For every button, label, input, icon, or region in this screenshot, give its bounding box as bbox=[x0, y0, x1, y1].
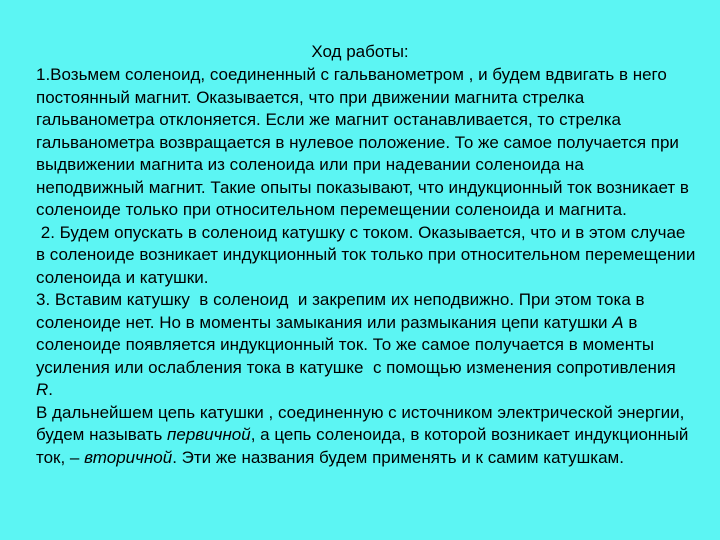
resistance-label-r: R bbox=[36, 380, 49, 399]
term-primary: первичной bbox=[167, 425, 251, 444]
paragraph-3-text-c: . bbox=[48, 380, 54, 399]
paragraph-4-text-b: , а цепь соленоида, в которой возникает индукционный ток, – bbox=[36, 425, 694, 467]
slide-title: Ход работы: bbox=[311, 42, 409, 61]
paragraph-4-text-a: В дальнейшем цепь катушки , соединенную с источником электрической энергии, будем называть bbox=[36, 402, 690, 444]
paragraph-2: 2. Будем опускать в соленоид катушку с током. Оказывается, что и в этом случае в соленоиде возникает индукционный ток только при относительном перемещении соленоида и катушки. bbox=[36, 222, 701, 287]
paragraph-1: 1.Возьмем соленоид, соединенный с гальванометром , и будем вдвигать в него постоянный магнит. Оказывается, что при движении магнита стрелка гальванометра отклоняется. Если же магнит останавливается, то стрелка гальванометра возвращается в нулевое положение. То же самое получается при выдвижении магнита из соленоида или при надевании соленоида на неподвижный магнит. Такие опыты показывают, что индукционный ток возникает в соленоиде только при относительном перемещении соленоида и магнита. bbox=[36, 65, 694, 219]
coil-label-a: А bbox=[612, 312, 624, 332]
term-secondary: вторичной bbox=[84, 447, 173, 467]
paragraph-4 bbox=[36, 402, 696, 470]
paragraph-3-text-b: в соленоиде появляется индукционный ток. То же самое получается в моменты усиления или ослабления тока в катушке с помощью изменения сопротивления bbox=[36, 312, 681, 377]
paragraph-3-text-a: 3. Вставим катушку в соленоид и закрепим их неподвижно. При этом тока в соленоиде нет. Но в моменты замыкания или размыкания цепи катушки bbox=[36, 290, 650, 332]
paragraph-4-text-c: . Эти же названия будем применять и к самим катушкам. bbox=[172, 447, 624, 467]
slide-body bbox=[36, 64, 701, 469]
paragraph-3 bbox=[36, 289, 696, 402]
